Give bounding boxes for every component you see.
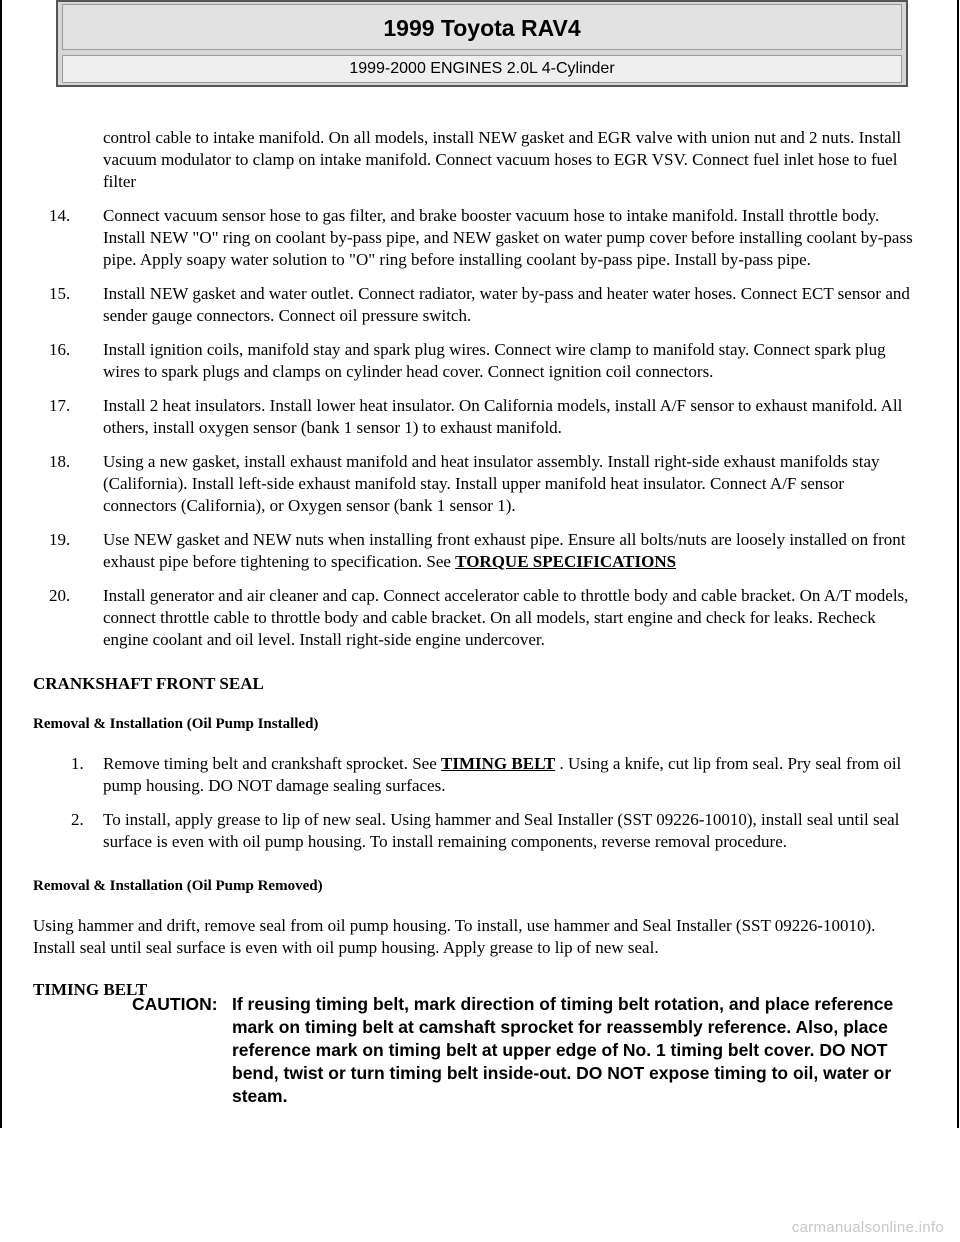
step-text: Install NEW gasket and water outlet. Connect radiator, water by-pass and heater water hoses. Connect ECT sensor and sender gauge connectors. Connect oil pressure switch.: [103, 284, 910, 325]
oil-pump-removed-text: Using hammer and drift, remove seal from oil pump housing. To install, use hammer and Seal Installer (SST 09226-10010). Install seal until seal surface is even with oil pump housing. Apply grease to lip of new seal.: [33, 916, 876, 957]
step-item: [33, 395, 913, 439]
step-item: [33, 205, 913, 271]
step-text: Remove timing belt and crankshaft sprocket. See: [103, 754, 442, 773]
torque-specifications-link[interactable]: TORQUE SPECIFICATIONS: [455, 552, 677, 571]
step-text: Using a new gasket, install exhaust manifold and heat insulator assembly. Install right-side exhaust manifolds stay (California). Install left-side exhaust manifold stay. Install upper manifold heat insulator. Connect A/F sensor connectors (California), or Oxygen sensor (bank 1 sensor 1).: [103, 452, 880, 515]
site-watermark: carmanualsonline.info: [791, 1219, 944, 1236]
step-text: Connect vacuum sensor hose to gas filter, and brake booster vacuum hose to intake manifold. Install throttle body. Install NEW "O" ring on coolant by-pass pipe, and NEW gasket on water pump cover before installing coolant by-pass pipe. Apply soapy water solution to "O" ring before installing coolant by-pass pipe. Install by-pass pipe.: [103, 206, 913, 269]
left-border-rule: [0, 0, 2, 1128]
step-text: To install, apply grease to lip of new seal. Using hammer and Seal Installer (SST 09226-10010), install seal until seal surface is even with oil pump housing. To install remaining components, reverse removal procedure.: [103, 810, 900, 851]
step-item: [33, 753, 913, 797]
step-text: Install 2 heat insulators. Install lower heat insulator. On California models, install A/F sensor to exhaust manifold. All others, install oxygen sensor (bank 1 sensor 1) to exhaust manifold.: [103, 396, 903, 437]
step-number: 17.: [49, 396, 71, 415]
step-item: [33, 585, 913, 651]
section-heading-crankshaft: CRANKSHAFT FRONT SEAL: [33, 674, 264, 693]
timing-belt-link[interactable]: TIMING BELT: [441, 754, 556, 773]
installation-steps: [33, 205, 913, 651]
caution-note: [132, 993, 912, 1108]
subheading-oil-pump-removed: Removal & Installation (Oil Pump Removed): [33, 878, 323, 894]
step-item: [33, 529, 913, 573]
step-text: Install ignition coils, manifold stay and spark plug wires. Connect wire clamp to manifold stay. Connect spark plug wires to spark plugs and clamps on cylinder head cover. Connect ignition coil connectors.: [103, 340, 886, 381]
caution-label: CAUTION:: [132, 994, 218, 1014]
subheading-oil-pump-installed: Removal & Installation (Oil Pump Installed): [33, 716, 319, 732]
step-number: 2.: [71, 810, 84, 829]
step-text: Use NEW gasket and NEW nuts when installing front exhaust pipe. Ensure all bolts/nuts are loosely installed on front exhaust pipe before tightening to specification. See: [103, 530, 906, 571]
step-number: 15.: [49, 284, 71, 303]
crankshaft-seal-steps: [33, 753, 913, 853]
document-header: [56, 0, 908, 87]
continued-step-text: control cable to intake manifold. On all models, install NEW gasket and EGR valve with union nut and 2 nuts. Install vacuum modulator to clamp on intake manifold. Connect vacuum hoses to EGR VSV. Connect fuel inlet hose to fuel filter: [103, 128, 902, 191]
step-number: 18.: [49, 452, 71, 471]
step-number: 14.: [49, 206, 71, 225]
step-number: 16.: [49, 340, 71, 359]
step-text: . Using a knife, cut lip from seal. Pry seal from oil pump housing. DO NOT damage sealing surfaces.: [103, 754, 902, 795]
caution-text: If reusing timing belt, mark direction of timing belt rotation, and place reference mark on timing belt at camshaft sprocket for reassembly reference. Also, place reference mark on timing belt at upper edge of No. 1 timing belt cover. DO NOT bend, twist or turn timing belt inside-out. DO NOT expose timing to oil, water or steam.: [232, 994, 894, 1106]
step-number: 20.: [49, 586, 71, 605]
vehicle-title: 1999 Toyota RAV4: [62, 4, 902, 50]
step-item: [33, 339, 913, 383]
step-text: Install generator and air cleaner and cap. Connect accelerator cable to throttle body and cable bracket. On A/T models, connect throttle cable to throttle body and cable bracket. On all models, start engine and check for leaks. Recheck engine coolant and oil level. Install right-side engine undercover.: [103, 586, 909, 649]
step-item: [33, 451, 913, 517]
section-subtitle: 1999-2000 ENGINES 2.0L 4-Cylinder: [62, 55, 902, 83]
right-border-rule: [957, 0, 959, 1128]
section-heading-timing-belt: TIMING BELT: [33, 980, 148, 999]
step-number: 1.: [71, 754, 84, 773]
step-number: 19.: [49, 530, 71, 549]
step-item: [33, 283, 913, 327]
step-item: [33, 809, 913, 853]
manual-content: [33, 127, 913, 1019]
